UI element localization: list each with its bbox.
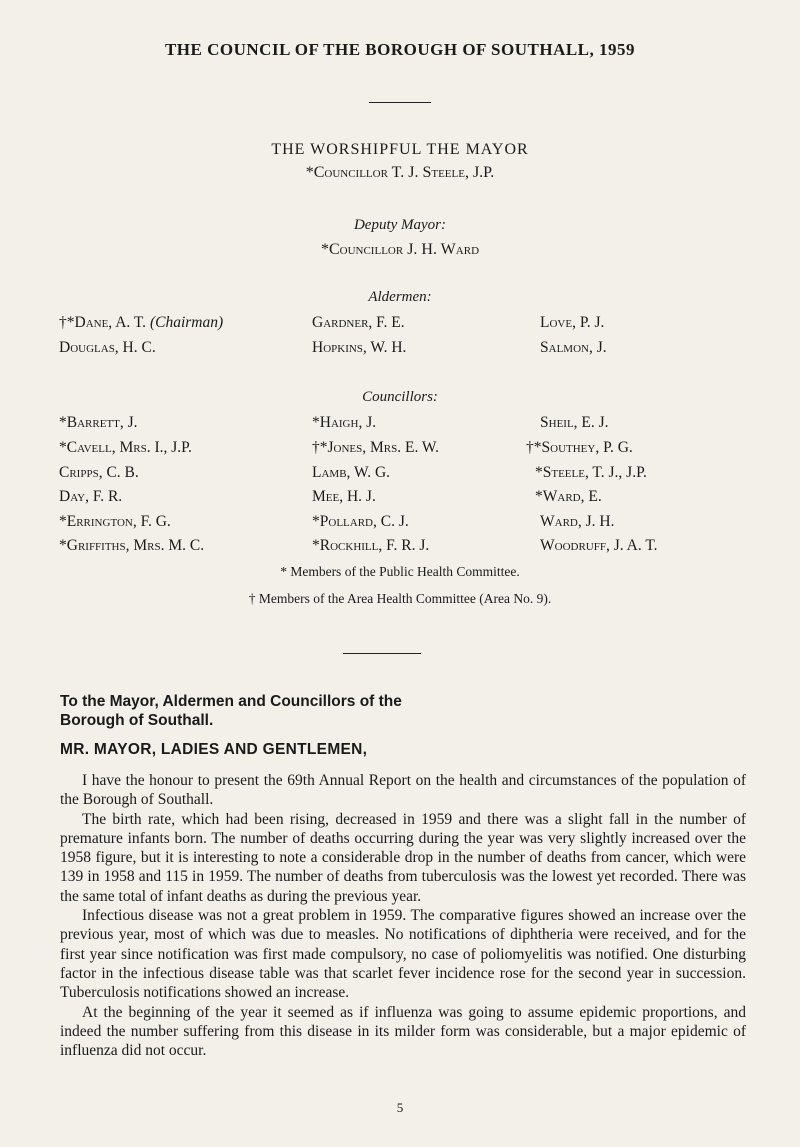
councillor-entry: *Barrett, J. xyxy=(59,414,138,431)
mayor-name: *Councillor T. J. Steele, J.P. xyxy=(305,164,495,181)
councillors-label: Councillors: xyxy=(362,389,438,405)
councillor-entry: Day, F. R. xyxy=(59,488,123,505)
page-heading: THE COUNCIL OF THE BOROUGH OF SOUTHALL, 1959 xyxy=(164,40,636,59)
aldermen-label: Aldermen: xyxy=(368,289,432,305)
paragraph: At the beginning of the year it seemed as if influenza was going to assume epidemic proportions, and indeed the number suffering from this disease in its milder form was considerable, but a major epidemic of influenza did not occur. xyxy=(60,1003,746,1060)
alderman-entry: Gardner, F. E. xyxy=(312,314,405,331)
councillor-entry: *Haigh, J. xyxy=(312,414,377,431)
councillor-entry: *Cavell, Mrs. I., J.P. xyxy=(59,439,192,456)
alderman-entry: Love, P. J. xyxy=(540,314,605,331)
councillor-entry: *Griffiths, Mrs. M. C. xyxy=(59,537,205,554)
divider-top xyxy=(369,102,431,103)
salutation: MR. MAYOR, LADIES AND GENTLEMEN, xyxy=(60,741,368,758)
councillor-entry: Sheil, E. J. xyxy=(540,414,609,431)
page-number: 5 xyxy=(396,1100,404,1115)
deputy-mayor-label: Deputy Mayor: xyxy=(353,217,447,233)
paragraph: The birth rate, which had been rising, decreased in 1959 and there was a slight fall in the number of premature infants born. The number of deaths occurring during the year was very slightly increased over the 1958 figure, but it is interesting to note a considerable drop in the number of deaths from cancer, which were 139 in 1958 and 115 in 1959. The number of deaths from tuberculosis was the lowest yet recorded. There was the same total of infant deaths as during the previous year. xyxy=(60,810,746,905)
mayor-title: THE WORSHIPFUL THE MAYOR xyxy=(271,141,529,158)
councillor-entry: †*Jones, Mrs. E. W. xyxy=(312,439,440,456)
councillor-entry: Mee, H. J. xyxy=(312,488,376,505)
councillor-entry: *Errington, F. G. xyxy=(59,513,171,530)
address-line-2: Borough of Southall. xyxy=(60,712,214,729)
paragraph: I have the honour to present the 69th Annual Report on the health and circumstances of the population of the Borough of Southall. xyxy=(60,772,746,809)
area-health-note: † Members of the Area Health Committee (Area No. 9). xyxy=(248,591,552,606)
alderman-entry: †*Dane, A. T. (Chairman) xyxy=(59,314,224,331)
public-health-note: * Members of the Public Health Committee. xyxy=(280,564,520,579)
alderman-entry: Salmon, J. xyxy=(540,339,607,356)
councillor-entry: Lamb, W. G. xyxy=(312,464,391,481)
councillor-entry: Cripps, C. B. xyxy=(59,464,139,481)
address-line-1: To the Mayor, Aldermen and Councillors of the xyxy=(60,693,402,710)
councillor-entry: *Steele, T. J., J.P. xyxy=(535,464,647,481)
report-body xyxy=(60,771,746,1060)
councillor-entry: *Ward, E. xyxy=(535,488,602,505)
deputy-mayor-name: *Councillor J. H. Ward xyxy=(320,241,480,258)
councillor-entry: *Rockhill, F. R. J. xyxy=(312,537,430,554)
chairman-note: (Chairman) xyxy=(149,314,224,331)
alderman-entry: Douglas, H. C. xyxy=(59,339,156,356)
councillor-entry: Woodruff, J. A. T. xyxy=(540,537,658,554)
councillor-entry: Ward, J. H. xyxy=(540,513,615,530)
councillor-entry: *Pollard, C. J. xyxy=(312,513,409,530)
divider-middle xyxy=(343,653,421,654)
alderman-entry: Hopkins, W. H. xyxy=(312,339,407,356)
paragraph: Infectious disease was not a great problem in 1959. The comparative figures showed an increase over the previous year, most of which was due to measles. No notifications of diphtheria were received, and for the first year since notification was first made compulsory, no case of poliomyelitis was notified. One disturbing factor in the infectious disease table was that scarlet fever incidence rose for the second year in succession. Tuberculosis notifications showed an increase. xyxy=(60,907,746,1002)
councillor-entry: †*Southey, P. G. xyxy=(526,439,633,456)
